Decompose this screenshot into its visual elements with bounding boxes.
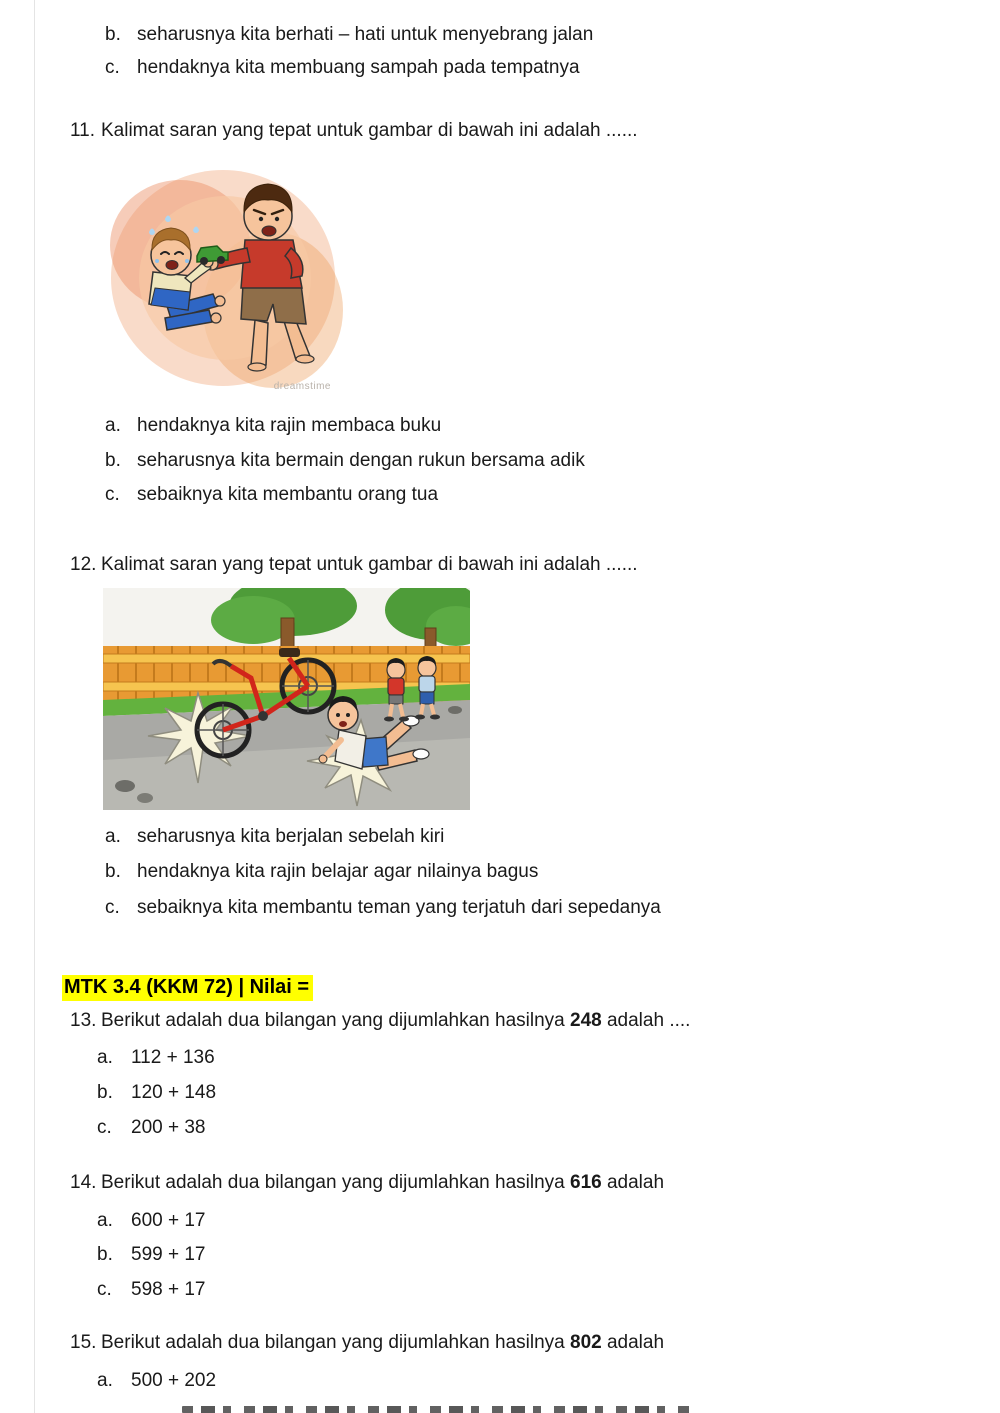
option-row bbox=[105, 24, 593, 46]
option-row bbox=[105, 861, 538, 883]
page-margin-line bbox=[34, 0, 35, 1413]
option-text: hendaknya kita membuang sampah pada tempatnya bbox=[137, 57, 580, 78]
question-text bbox=[101, 1172, 664, 1194]
option-text: 500 + 202 bbox=[131, 1370, 217, 1391]
section-header: MTK 3.4 (KKM 72) | Nilai = bbox=[62, 975, 313, 1001]
option-text: hendaknya kita rajin membaca buku bbox=[137, 415, 442, 436]
option-row bbox=[105, 897, 661, 919]
fighting-kids-illustration bbox=[105, 160, 345, 398]
option-text: 120 + 148 bbox=[131, 1082, 217, 1103]
option-letter: b. bbox=[97, 1082, 113, 1103]
option-row bbox=[105, 826, 444, 848]
question-13 bbox=[70, 1010, 690, 1032]
question-text-after: adalah bbox=[601, 1332, 665, 1353]
question-number: 15. bbox=[70, 1332, 97, 1353]
question-text: Kalimat saran yang tepat untuk gambar di bawah ini adalah ...... bbox=[101, 120, 638, 141]
question-number: 11. bbox=[70, 120, 96, 141]
option-text: 600 + 17 bbox=[131, 1210, 206, 1231]
bicycle-accident-svg bbox=[103, 588, 470, 810]
question-text-before: Berikut adalah dua bilangan yang dijumlahkan hasilnya bbox=[101, 1332, 570, 1353]
option-letter: a. bbox=[105, 415, 121, 436]
option-text: seharusnya kita berhati – hati untuk menyebrang jalan bbox=[137, 24, 594, 45]
option-row bbox=[97, 1210, 206, 1232]
option-row bbox=[105, 415, 441, 437]
option-row bbox=[97, 1117, 206, 1139]
option-text: seharusnya kita berjalan sebelah kiri bbox=[137, 826, 445, 847]
image-watermark: dreamstime bbox=[273, 381, 331, 392]
option-row bbox=[105, 450, 585, 472]
question-text-before: Berikut adalah dua bilangan yang dijumlahkan hasilnya bbox=[101, 1010, 570, 1031]
option-letter: b. bbox=[105, 450, 121, 471]
option-letter: b. bbox=[105, 861, 121, 882]
question-15 bbox=[70, 1332, 664, 1354]
question-value: 616 bbox=[570, 1172, 602, 1193]
option-row bbox=[105, 57, 580, 79]
question-number: 13. bbox=[70, 1010, 97, 1031]
option-letter: b. bbox=[97, 1244, 113, 1265]
question-14 bbox=[70, 1172, 664, 1194]
option-row bbox=[97, 1244, 206, 1266]
option-letter: b. bbox=[105, 24, 121, 45]
question-12 bbox=[70, 554, 638, 576]
option-row bbox=[97, 1279, 206, 1301]
question-value: 248 bbox=[570, 1010, 602, 1031]
option-text: 200 + 38 bbox=[131, 1117, 206, 1138]
option-letter: c. bbox=[105, 484, 120, 505]
option-row bbox=[97, 1047, 215, 1069]
option-letter: c. bbox=[105, 57, 120, 78]
option-row bbox=[97, 1370, 216, 1392]
question-text bbox=[101, 1010, 690, 1032]
question-text: Kalimat saran yang tepat untuk gambar di bawah ini adalah ...... bbox=[101, 554, 638, 575]
option-row bbox=[105, 484, 438, 506]
option-letter: c. bbox=[105, 897, 120, 918]
bicycle-accident-illustration bbox=[103, 588, 470, 810]
question-text-after: adalah .... bbox=[601, 1010, 691, 1031]
question-text bbox=[101, 1332, 664, 1354]
option-text: 112 + 136 bbox=[131, 1047, 215, 1068]
option-letter: a. bbox=[105, 826, 121, 847]
question-text-after: adalah bbox=[601, 1172, 665, 1193]
option-text: sebaiknya kita membantu teman yang terjatuh dari sepedanya bbox=[137, 897, 661, 918]
option-text: hendaknya kita rajin belajar agar nilainya bagus bbox=[137, 861, 539, 882]
question-number: 14. bbox=[70, 1172, 97, 1193]
question-value: 802 bbox=[570, 1332, 602, 1353]
option-letter: a. bbox=[97, 1370, 113, 1391]
option-letter: a. bbox=[97, 1210, 113, 1231]
option-letter: c. bbox=[97, 1117, 112, 1138]
clipped-text-line bbox=[182, 1406, 697, 1413]
question-text-before: Berikut adalah dua bilangan yang dijumlahkan hasilnya bbox=[101, 1172, 570, 1193]
question-11 bbox=[70, 120, 638, 142]
option-text: sebaiknya kita membantu orang tua bbox=[137, 484, 439, 505]
fighting-kids-svg bbox=[105, 160, 345, 398]
option-letter: a. bbox=[97, 1047, 113, 1068]
option-text: seharusnya kita bermain dengan rukun bersama adik bbox=[137, 450, 585, 471]
option-text: 598 + 17 bbox=[131, 1279, 206, 1300]
option-row bbox=[97, 1082, 216, 1104]
option-letter: c. bbox=[97, 1279, 112, 1300]
question-number: 12. bbox=[70, 554, 97, 575]
option-text: 599 + 17 bbox=[131, 1244, 206, 1265]
